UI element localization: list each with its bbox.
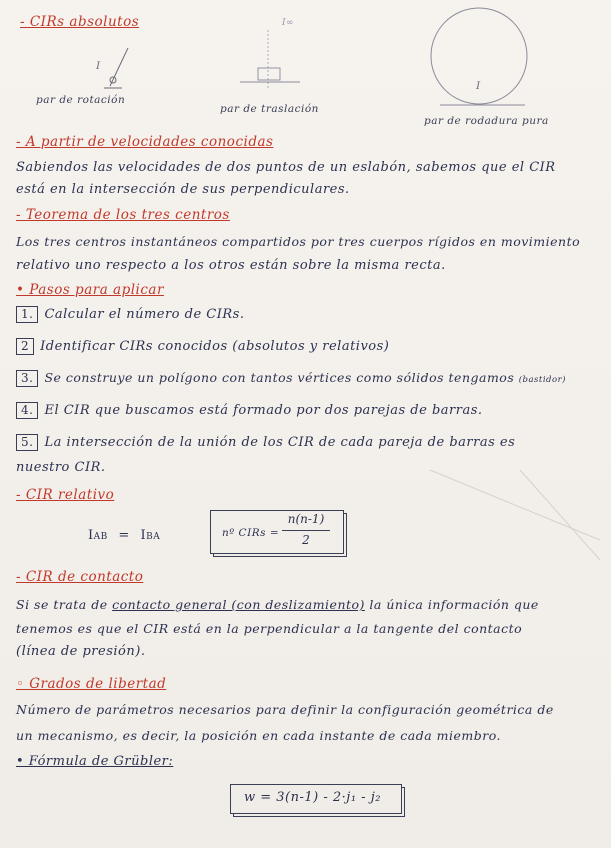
paso-1-text: Calcular el número de CIRs. [44, 307, 245, 322]
paso-5-line-2: nuestro CIR. [16, 460, 106, 475]
paso-1 [16, 306, 244, 323]
cir-count-left: nº CIRs = [222, 527, 280, 539]
paso-2-text: Identificar CIRs conocidos (absolutos y relativos) [40, 339, 390, 354]
cir-count-numerator: n(n-1) [287, 512, 325, 526]
paso-5 [16, 434, 515, 451]
cir-count-denominator: 2 [302, 533, 310, 547]
contacto-line-3: (línea de presión). [16, 644, 146, 659]
label-rotacion: par de rotación [36, 94, 126, 106]
contacto-line-1b: la única información que [364, 597, 539, 612]
grados-line-1: Número de parámetros necesarios para definir la configuración geométrica de [16, 702, 554, 717]
iab-eq: = [118, 528, 130, 543]
grubler-formula: w = 3(n-1) - 2·j₁ - j₂ [244, 790, 381, 805]
velocidades-line-2: está en la intersección de sus perpendiculares. [16, 182, 350, 197]
translation-slider [258, 68, 280, 80]
paso-4-text: El CIR que buscamos está formado por dos parejas de barras. [44, 403, 483, 418]
paso-5-text: La intersección de la unión de los CIR de cada pareja de barras es [44, 435, 516, 450]
heading-cir-relativo: - CIR relativo [16, 487, 115, 503]
velocidades-line-1: Sabiendos las velocidades de dos puntos de un eslabón, sabemos que el CIR [16, 160, 556, 175]
paso-4 [16, 402, 483, 419]
heading-cir-absolutos: - CIRs absolutos [20, 14, 140, 30]
paso-3-number: 3. [16, 370, 38, 387]
heading-pasos: • Pasos para aplicar [16, 282, 164, 298]
heading-grados: ◦ Grados de libertad [16, 676, 167, 692]
teorema-line-2: relativo uno respecto a los otros están sobre la misma recta. [16, 258, 446, 273]
heading-teorema: - Teorema de los tres centros [16, 207, 230, 223]
heading-velocidades: - A partir de velocidades conocidas [16, 134, 274, 150]
teorema-line-1: Los tres centros instantáneos compartidos por tres cuerpos rígidos en movimiento [16, 234, 581, 249]
iab-sub: AB [93, 532, 108, 542]
iba-sub: BA [146, 532, 161, 542]
paso-2 [16, 338, 389, 355]
rotation-bar [110, 48, 128, 86]
paso-3-text: Se construye un polígono con tantos vértices como sólidos tengamos [44, 370, 515, 385]
paso-1-number: 1. [16, 306, 38, 323]
paso-5-number: 5. [16, 434, 38, 451]
label-rodadura: par de rodadura pura [424, 115, 549, 127]
paso-3 [16, 370, 566, 387]
iab-i: I [88, 528, 94, 543]
contacto-line-1-underlined: contacto general (con deslizamiento) [112, 597, 365, 612]
contacto-line-2: tenemos es que el CIR está en la perpendicular a la tangente del contacto [16, 621, 523, 636]
contacto-line-1 [16, 597, 539, 612]
paso-2-number: 2 [16, 338, 34, 355]
label-traslacion: par de traslación [220, 103, 319, 115]
paso-3-note: (bastidor) [518, 375, 566, 385]
grados-line-2: un mecanismo, es decir, la posición en cada instante de cada miembro. [16, 728, 502, 743]
heading-cir-contacto: - CIR de contacto [16, 569, 144, 585]
i-inf-label: I∞ [282, 18, 295, 28]
heading-grubler: • Fórmula de Grübler: [16, 754, 174, 769]
i-label: I [96, 60, 101, 72]
iba-i: I [140, 528, 147, 543]
paso-4-number: 4. [16, 402, 38, 419]
bleed-line-2 [520, 470, 600, 560]
i-label-disk: I [476, 80, 481, 92]
cir-count-fraction-bar [282, 530, 330, 531]
iab-equation [88, 528, 160, 543]
bleed-line-1 [430, 470, 600, 540]
contacto-line-1a: Si se trata de [16, 597, 113, 612]
